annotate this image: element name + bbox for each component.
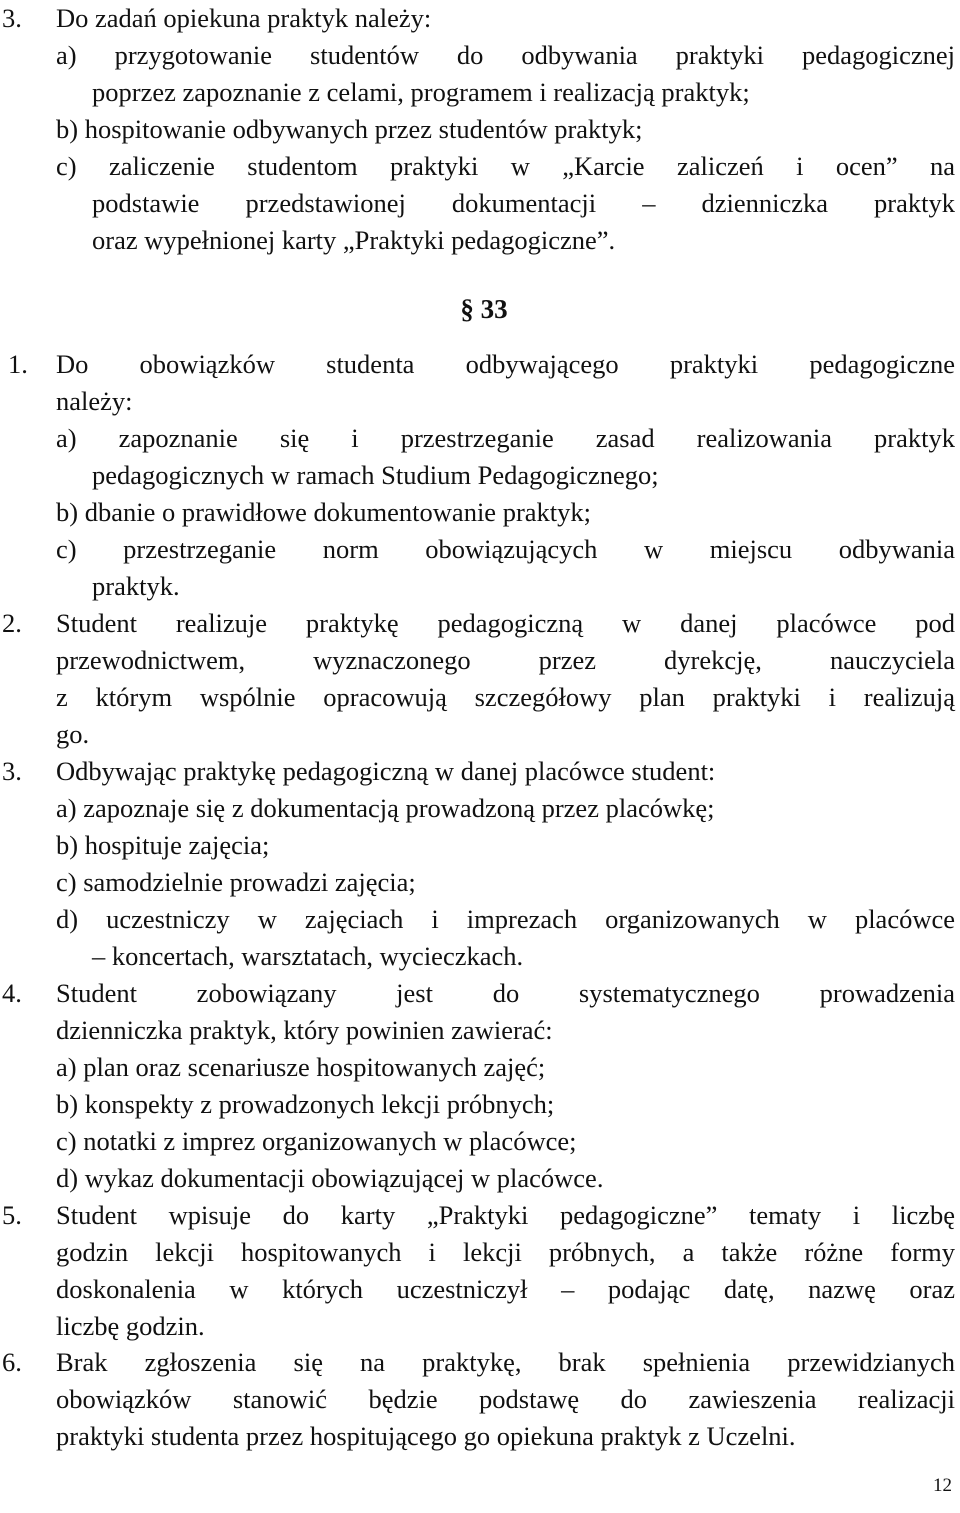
- text-line: doskonalenia w których uczestniczył – podając datę, nazwę oraz: [56, 1274, 955, 1304]
- text-line: liczbę godzin.: [56, 1311, 205, 1341]
- text-line: Student realizuje praktykę pedagogiczną w danej placówce pod: [56, 608, 955, 638]
- text-line: a) zapoznanie się i przestrzeganie zasad realizowania praktyk: [56, 423, 955, 453]
- text-line: c) samodzielnie prowadzi zajęcia;: [56, 867, 416, 897]
- item-number: 1.: [8, 349, 28, 379]
- text-line: a) zapoznaje się z dokumentacją prowadzoną przez placówkę;: [56, 793, 715, 823]
- text-line: poprzez zapoznanie z celami, programem i realizacją praktyk;: [92, 77, 750, 107]
- text-line: a) przygotowanie studentów do odbywania praktyki pedagogicznej: [56, 40, 955, 70]
- text-line: c) zaliczenie studentom praktyki w „Karcie zaliczeń i ocen” na: [56, 151, 955, 181]
- item-number: 5.: [2, 1200, 22, 1230]
- text-line: b) hospitowanie odbywanych przez studentów praktyk;: [56, 114, 643, 144]
- text-line: obowiązków stanowić będzie podstawę do zawieszenia realizacji: [56, 1384, 955, 1414]
- section-heading: § 33: [460, 294, 508, 324]
- text-line: oraz wypełnionej karty „Praktyki pedagogiczne”.: [92, 225, 616, 255]
- text-line: należy:: [56, 386, 133, 416]
- text-line: c) przestrzeganie norm obowiązujących w miejscu odbywania: [56, 534, 955, 564]
- text-line: z którym wspólnie opracowują szczegółowy plan praktyki i realizują: [56, 682, 955, 712]
- text-line: pedagogicznych w ramach Studium Pedagogicznego;: [92, 460, 659, 490]
- text-line: Odbywając praktykę pedagogiczną w danej placówce student:: [56, 756, 716, 786]
- page-number: 12: [933, 1475, 952, 1496]
- text-line: b) dbanie o prawidłowe dokumentowanie praktyk;: [56, 497, 592, 527]
- text-line: praktyk.: [92, 571, 180, 601]
- text-line: b) hospituje zajęcia;: [56, 830, 270, 860]
- text-line: Do zadań opiekuna praktyk należy:: [56, 3, 432, 33]
- item-number: 4.: [2, 978, 22, 1008]
- text-line: c) notatki z imprez organizowanych w placówce;: [56, 1126, 577, 1156]
- text-line: go.: [56, 719, 90, 749]
- text-line: d) wykaz dokumentacji obowiązującej w placówce.: [56, 1163, 604, 1193]
- text-line: praktyki studenta przez hospitującego go opiekuna praktyk z Uczelni.: [56, 1421, 796, 1451]
- text-line: Student wpisuje do karty „Praktyki pedagogiczne” tematy i liczbę: [56, 1200, 955, 1230]
- text-line: Student zobowiązany jest do systematycznego prowadzenia: [56, 978, 955, 1008]
- item-number: 6.: [2, 1347, 22, 1377]
- item-number: 3.: [2, 756, 22, 786]
- text-line: d) uczestniczy w zajęciach i imprezach organizowanych w placówce: [56, 904, 955, 934]
- text-line: przewodnictwem, wyznaczonego przez dyrekcję, nauczyciela: [56, 645, 955, 675]
- text-line: a) plan oraz scenariusze hospitowanych zajęć;: [56, 1052, 546, 1082]
- item-number: 3.: [2, 3, 22, 33]
- item-number: 2.: [2, 608, 22, 638]
- text-line: – koncertach, warsztatach, wycieczkach.: [92, 941, 524, 971]
- text-line: Do obowiązków studenta odbywającego praktyki pedagogiczne: [56, 349, 955, 379]
- text-line: podstawie przedstawionej dokumentacji – dzienniczka praktyk: [92, 188, 955, 218]
- text-line: dzienniczka praktyk, który powinien zawierać:: [56, 1015, 553, 1045]
- text-line: Brak zgłoszenia się na praktykę, brak spełnienia przewidzianych: [56, 1347, 955, 1377]
- text-line: godzin lekcji hospitowanych i lekcji próbnych, a także różne formy: [56, 1237, 955, 1267]
- text-line: b) konspekty z prowadzonych lekcji próbnych;: [56, 1089, 555, 1119]
